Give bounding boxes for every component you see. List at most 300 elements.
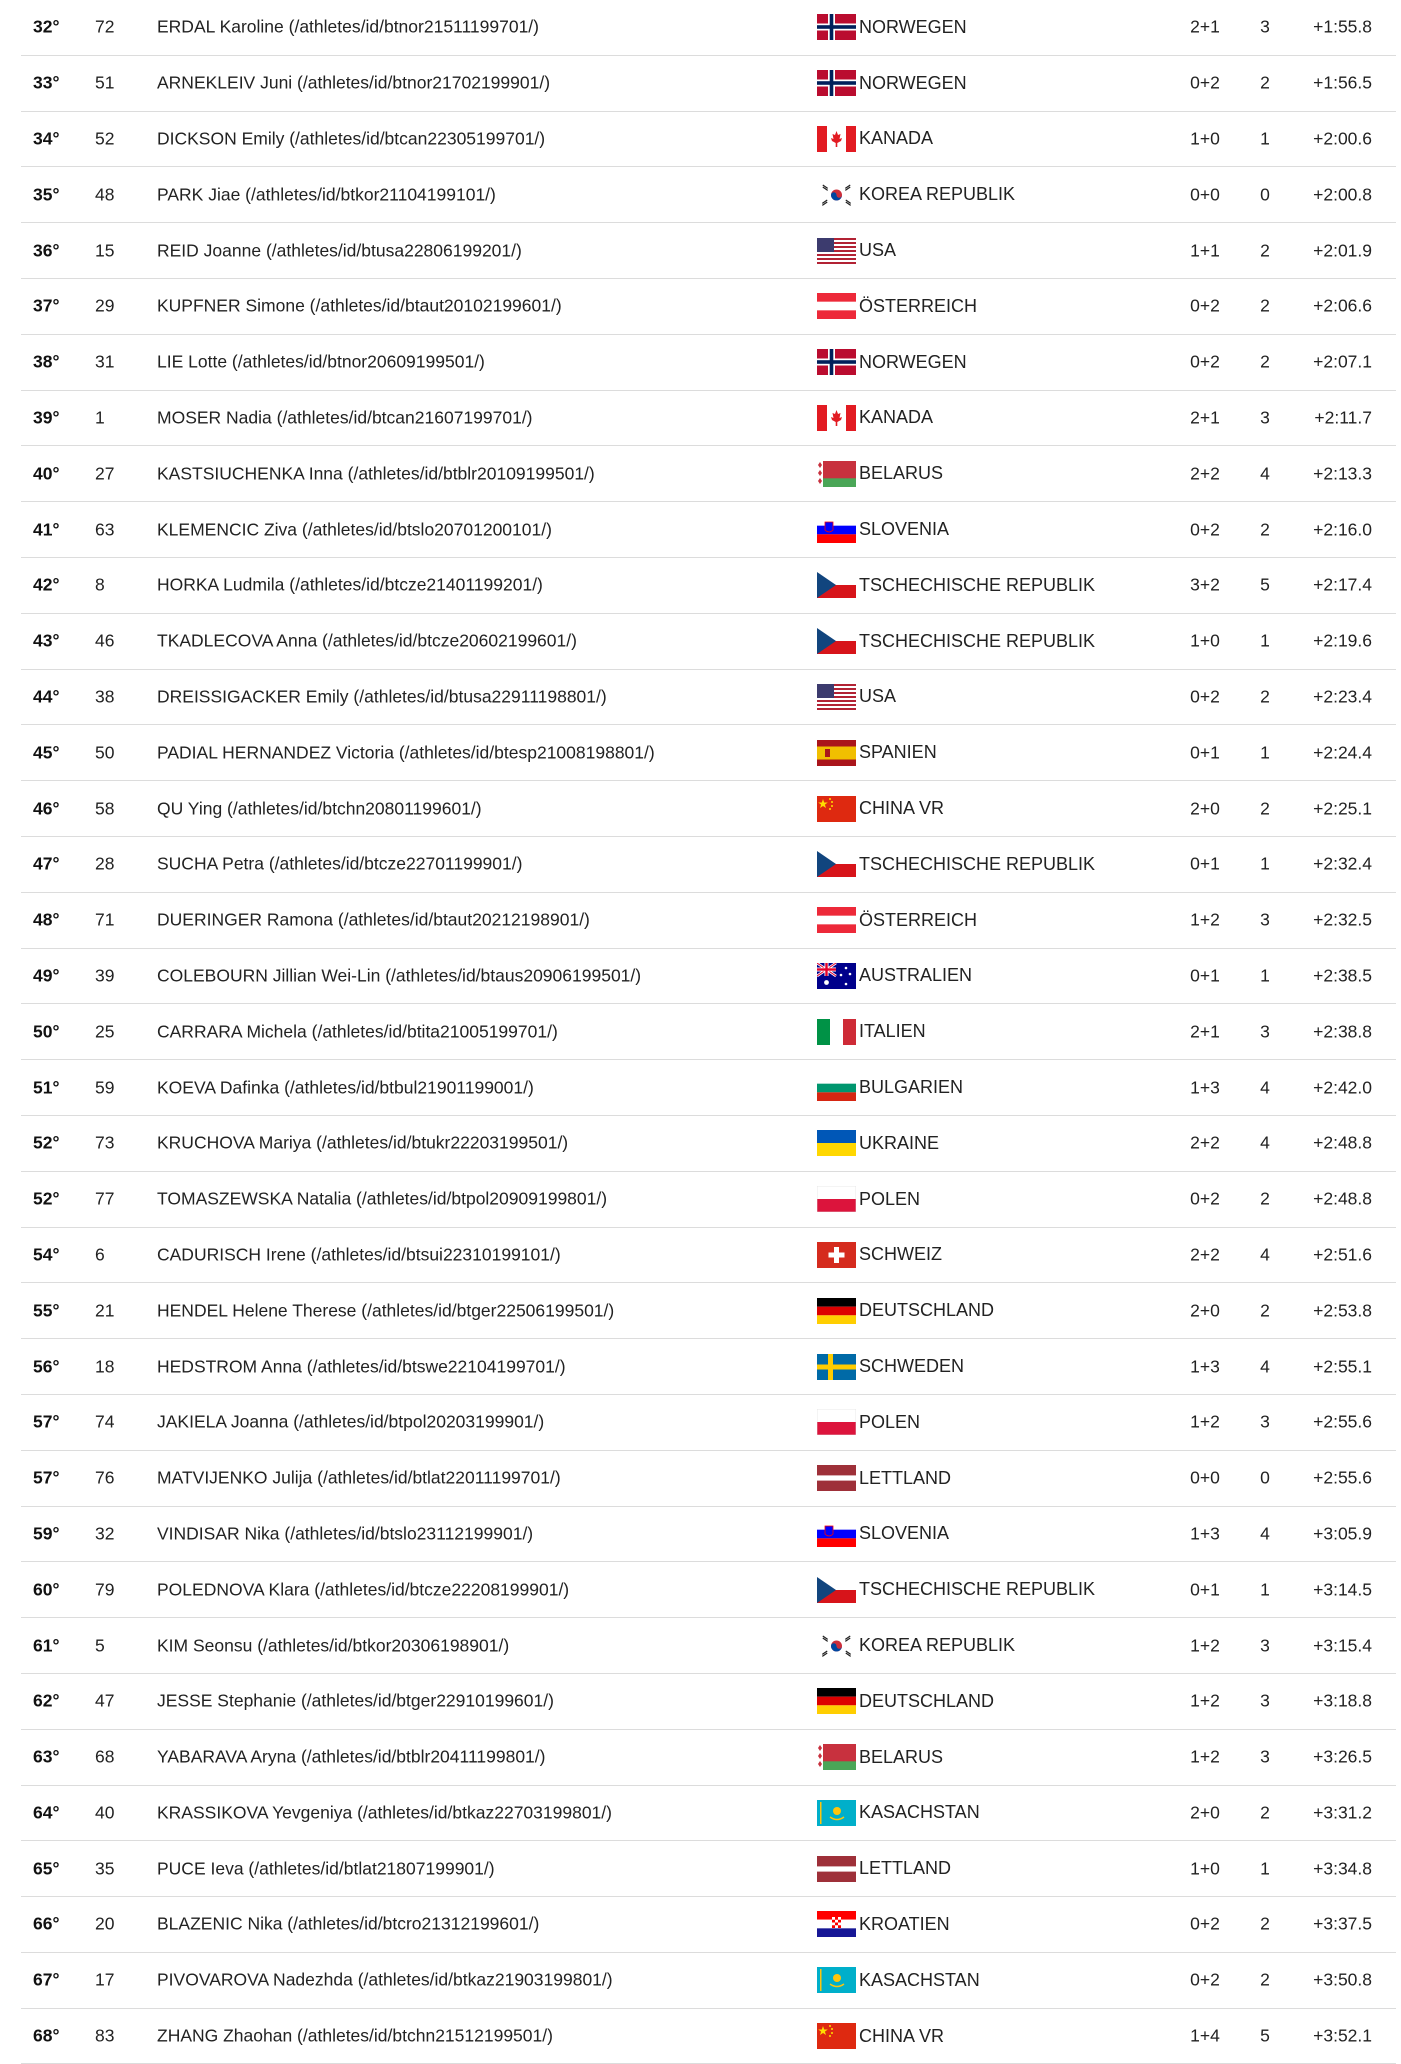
time-behind-cell: +2:48.8 (1313, 1188, 1372, 1209)
total-penalties-cell: 3 (1260, 1411, 1270, 1432)
nation-label: DEUTSCHLAND (859, 1690, 995, 1711)
athlete-name-link[interactable]: KOEVA Dafinka (/athletes/id/btbul21901199001/) (157, 1077, 534, 1098)
athlete-name-link[interactable]: KIM Seonsu (/athletes/id/btkor20306198901/) (157, 1635, 510, 1655)
time-behind-cell: +3:34.8 (1313, 1858, 1372, 1879)
table-row (21, 502, 1396, 558)
table-row (21, 558, 1396, 614)
nation-label: LETTLAND (859, 1467, 952, 1488)
table-row (21, 725, 1396, 781)
athlete-name-link[interactable]: CADURISCH Irene (/athletes/id/btsui22310199101/) (157, 1244, 561, 1265)
blr-flag-icon (817, 461, 856, 487)
athlete-name-link[interactable]: LIE Lotte (/athletes/id/btnor20609199501/) (157, 351, 485, 372)
cze-flag-icon (817, 851, 856, 877)
table-row (21, 1060, 1396, 1116)
bib-cell: 31 (95, 351, 115, 372)
total-penalties-cell: 4 (1260, 463, 1270, 484)
esp-flag-icon (817, 740, 856, 766)
athlete-name-link[interactable]: PUCE Ieva (/athletes/id/btlat21807199901/) (157, 1858, 495, 1879)
total-penalties-cell: 2 (1260, 72, 1270, 93)
time-behind-cell: +1:55.8 (1313, 16, 1372, 37)
nation-label: USA (859, 240, 897, 261)
table-row (21, 1507, 1396, 1563)
athlete-name-link[interactable]: JAKIELA Joanna (/athletes/id/btpol20203199901/) (157, 1411, 545, 1432)
athlete-name-link[interactable]: DREISSIGACKER Emily (/athletes/id/btusa22911198801/) (157, 686, 607, 707)
athlete-name-link[interactable]: YABARAVA Aryna (/athletes/id/btblr20411199801/) (157, 1746, 546, 1767)
table-row (21, 1228, 1396, 1284)
nation-label: ÖSTERREICH (859, 295, 978, 316)
table-row (21, 391, 1396, 447)
time-behind-cell: +3:37.5 (1313, 1913, 1372, 1934)
athlete-name-link[interactable]: TKADLECOVA Anna (/athletes/id/btcze20602199601/) (157, 630, 577, 651)
nation-cell (817, 349, 967, 375)
bib-cell: 73 (95, 1132, 115, 1153)
table-row (21, 949, 1396, 1005)
nation-cell (817, 1298, 994, 1324)
bib-cell: 39 (95, 965, 115, 986)
rank-cell: 40° (33, 463, 60, 484)
time-behind-cell: +2:51.6 (1313, 1244, 1372, 1265)
athlete-name-link[interactable]: ARNEKLEIV Juni (/athletes/id/btnor21702199901/) (157, 72, 551, 93)
time-behind-cell: +2:01.9 (1313, 240, 1372, 261)
total-penalties-cell: 1 (1260, 853, 1270, 874)
total-penalties-cell: 3 (1260, 909, 1270, 930)
total-penalties-cell: 4 (1260, 1356, 1270, 1377)
total-penalties-cell: 1 (1260, 630, 1270, 651)
can-flag-icon (817, 126, 856, 152)
penalties-cell: 0+2 (1190, 1913, 1220, 1934)
time-behind-cell: +2:55.6 (1313, 1467, 1372, 1488)
nation-label: SCHWEDEN (859, 1356, 965, 1377)
athlete-name-link[interactable]: ERDAL Karoline (/athletes/id/btnor21511199701/) (157, 16, 540, 37)
rank-cell: 65° (33, 1858, 60, 1879)
time-behind-cell: +2:24.4 (1313, 742, 1372, 763)
penalties-cell: 1+2 (1190, 909, 1220, 930)
total-penalties-cell: 2 (1260, 1300, 1270, 1321)
penalties-cell: 0+2 (1190, 1188, 1220, 1209)
time-behind-cell: +3:31.2 (1313, 1802, 1372, 1823)
table-row (21, 1562, 1396, 1618)
nation-cell (817, 517, 949, 543)
nation-label: SPANIEN (859, 742, 937, 763)
athlete-name-link[interactable]: VINDISAR Nika (/athletes/id/btslo23112199901/) (157, 1523, 534, 1544)
penalties-cell: 0+2 (1190, 72, 1220, 93)
penalties-cell: 1+1 (1190, 240, 1220, 261)
table-row (21, 1395, 1396, 1451)
total-penalties-cell: 2 (1260, 519, 1270, 540)
swe-flag-icon (817, 1354, 856, 1380)
time-behind-cell: +2:48.8 (1313, 1132, 1372, 1153)
nation-label: TSCHECHISCHE REPUBLIK (859, 574, 1096, 595)
nation-cell (817, 740, 937, 766)
nation-label: BULGARIEN (859, 1077, 964, 1098)
total-penalties-cell: 2 (1260, 1188, 1270, 1209)
rank-cell: 47° (33, 853, 60, 874)
penalties-cell: 0+2 (1190, 686, 1220, 707)
bib-cell: 5 (95, 1635, 105, 1655)
athlete-name-link[interactable]: PADIAL HERNANDEZ Victoria (/athletes/id/btesp21008198801/) (157, 742, 655, 763)
rank-cell: 46° (33, 798, 60, 819)
athlete-name-link[interactable]: MATVIJENKO Julija (/athletes/id/btlat22011199701/) (157, 1467, 561, 1488)
time-behind-cell: +2:55.1 (1313, 1356, 1372, 1377)
bib-cell: 6 (95, 1244, 105, 1265)
athlete-name-link[interactable]: KRASSIKOVA Yevgeniya (/athletes/id/btkaz22703199801/) (157, 1802, 612, 1823)
nation-label: TSCHECHISCHE REPUBLIK (859, 1579, 1096, 1600)
nation-label: ÖSTERREICH (859, 909, 978, 930)
nation-label: SLOVENIA (859, 519, 950, 540)
total-penalties-cell: 0 (1260, 184, 1270, 205)
table-row (21, 2009, 1396, 2064)
athlete-name-link[interactable]: HEDSTROM Anna (/athletes/id/btswe22104199701/) (157, 1356, 566, 1377)
nation-label: KASACHSTAN (859, 1969, 980, 1990)
bib-cell: 59 (95, 1077, 115, 1098)
penalties-cell: 0+2 (1190, 1969, 1220, 1990)
total-penalties-cell: 3 (1260, 1690, 1270, 1711)
penalties-cell: 2+0 (1190, 1802, 1220, 1823)
nation-cell (817, 1019, 926, 1045)
total-penalties-cell: 5 (1260, 2025, 1270, 2046)
penalties-cell: 1+2 (1190, 1746, 1220, 1767)
pol-flag-icon (817, 1409, 856, 1435)
table-row (21, 1730, 1396, 1786)
nation-label: BELARUS (859, 1746, 944, 1767)
table-row (21, 781, 1396, 837)
penalties-cell: 0+1 (1190, 1579, 1220, 1600)
nation-label: SCHWEIZ (859, 1244, 942, 1265)
time-behind-cell: +2:00.8 (1313, 184, 1372, 205)
bib-cell: 77 (95, 1188, 115, 1209)
penalties-cell: 0+1 (1190, 742, 1220, 763)
table-row (21, 167, 1396, 223)
total-penalties-cell: 2 (1260, 1913, 1270, 1934)
athlete-name-link[interactable]: DUERINGER Ramona (/athletes/id/btaut20212198901/) (157, 909, 590, 930)
penalties-cell: 2+2 (1190, 463, 1220, 484)
nor-flag-icon (817, 14, 856, 40)
nor-flag-icon (817, 70, 856, 96)
penalties-cell: 1+3 (1190, 1523, 1220, 1544)
time-behind-cell: +2:55.6 (1313, 1411, 1372, 1432)
time-behind-cell: +3:18.8 (1313, 1690, 1372, 1711)
time-behind-cell: +2:16.0 (1313, 519, 1372, 540)
cze-flag-icon (817, 572, 856, 598)
nation-cell (817, 405, 933, 431)
nation-label: NORWEGEN (859, 72, 967, 93)
nation-cell (817, 1409, 920, 1435)
bib-cell: 72 (95, 16, 115, 37)
nation-cell (817, 126, 933, 152)
table-row (21, 56, 1396, 112)
nation-label: AUSTRALIEN (859, 965, 973, 986)
time-behind-cell: +2:32.4 (1313, 853, 1372, 874)
penalties-cell: 2+1 (1190, 16, 1220, 37)
total-penalties-cell: 2 (1260, 798, 1270, 819)
penalties-cell: 1+0 (1190, 630, 1220, 651)
nation-label: NORWEGEN (859, 351, 967, 372)
penalties-cell: 0+1 (1190, 853, 1220, 874)
bib-cell: 8 (95, 574, 105, 595)
athlete-name-link[interactable]: PIVOVAROVA Nadezhda (/athletes/id/btkaz21903199801/) (157, 1969, 613, 1990)
table-row (21, 279, 1396, 335)
rank-cell: 51° (33, 1077, 60, 1098)
nation-cell (817, 461, 943, 487)
athlete-name-link[interactable]: CARRARA Michela (/athletes/id/btita21005199701/) (157, 1021, 558, 1042)
nation-cell (817, 293, 977, 319)
kaz-flag-icon (817, 1967, 856, 1993)
chn-flag-icon (817, 2023, 856, 2049)
table-row (21, 1953, 1396, 2009)
total-penalties-cell: 2 (1260, 351, 1270, 372)
aut-flag-icon (817, 293, 856, 319)
penalties-cell: 1+0 (1190, 128, 1220, 149)
nation-label: UKRAINE (859, 1132, 940, 1153)
penalties-cell: 0+2 (1190, 351, 1220, 372)
penalties-cell: 0+2 (1190, 295, 1220, 316)
ukr-flag-icon (817, 1130, 856, 1156)
penalties-cell: 1+3 (1190, 1077, 1220, 1098)
athlete-name-link[interactable]: KUPFNER Simone (/athletes/id/btaut20102199601/) (157, 295, 562, 316)
nation-cell (817, 70, 967, 96)
rank-cell: 57° (33, 1411, 60, 1432)
athlete-name-link[interactable]: KLEMENCIC Ziva (/athletes/id/btslo20701200101/) (157, 519, 552, 540)
rank-cell: 60° (33, 1579, 60, 1600)
nation-cell (817, 238, 896, 264)
rank-cell: 59° (33, 1523, 60, 1544)
athlete-name-link[interactable]: KRUCHOVA Mariya (/athletes/id/btukr22203199501/) (157, 1132, 569, 1153)
table-row (21, 1339, 1396, 1395)
bib-cell: 27 (95, 463, 115, 484)
nation-label: BELARUS (859, 463, 944, 484)
aus-flag-icon (817, 963, 856, 989)
rank-cell: 49° (33, 965, 60, 986)
time-behind-cell: +2:06.6 (1313, 295, 1372, 316)
athlete-name-link[interactable]: PARK Jiae (/athletes/id/btkor21104199101/) (157, 184, 496, 205)
table-row (21, 893, 1396, 949)
rank-cell: 42° (33, 574, 60, 595)
total-penalties-cell: 1 (1260, 742, 1270, 763)
table-row (21, 1172, 1396, 1228)
penalties-cell: 2+0 (1190, 798, 1220, 819)
nation-label: LETTLAND (859, 1858, 952, 1879)
time-behind-cell: +3:05.9 (1313, 1523, 1372, 1544)
bib-cell: 29 (95, 295, 115, 316)
time-behind-cell: +2:00.6 (1313, 128, 1372, 149)
cze-flag-icon (817, 628, 856, 654)
can-flag-icon (817, 405, 856, 431)
slo-flag-icon (817, 1521, 856, 1547)
bib-cell: 35 (95, 1858, 115, 1879)
bib-cell: 76 (95, 1467, 115, 1488)
rank-cell: 39° (33, 407, 60, 428)
table-row (21, 1897, 1396, 1953)
nation-cell (817, 1800, 980, 1826)
time-behind-cell: +2:19.6 (1313, 630, 1372, 651)
nation-cell (817, 1633, 1015, 1659)
nation-label: KROATIEN (859, 1913, 950, 1934)
penalties-cell: 2+0 (1190, 1300, 1220, 1321)
bib-cell: 20 (95, 1913, 115, 1934)
bib-cell: 48 (95, 184, 115, 205)
rank-cell: 67° (33, 1969, 60, 1990)
rank-cell: 62° (33, 1690, 60, 1711)
nation-cell (817, 1688, 994, 1714)
total-penalties-cell: 3 (1260, 1746, 1270, 1767)
rank-cell: 66° (33, 1913, 60, 1934)
bib-cell: 51 (95, 72, 115, 93)
pol-flag-icon (817, 1186, 856, 1212)
rank-cell: 32° (33, 16, 60, 37)
kor-flag-icon (817, 1633, 856, 1659)
lat-flag-icon (817, 1856, 856, 1882)
athlete-name-link[interactable]: JESSE Stephanie (/athletes/id/btger22910199601/) (157, 1690, 554, 1711)
athlete-name-link[interactable]: POLEDNOVA Klara (/athletes/id/btcze22208199901/) (157, 1579, 570, 1600)
table-row (21, 223, 1396, 279)
total-penalties-cell: 3 (1260, 1021, 1270, 1042)
table-row (21, 1004, 1396, 1060)
penalties-cell: 0+0 (1190, 1467, 1220, 1488)
rank-cell: 52° (33, 1188, 60, 1209)
bib-cell: 52 (95, 128, 115, 149)
kor-flag-icon (817, 182, 856, 208)
penalties-cell: 3+2 (1190, 574, 1220, 595)
time-behind-cell: +2:32.5 (1313, 909, 1372, 930)
time-behind-cell: +3:52.1 (1313, 2025, 1372, 2046)
slo-flag-icon (817, 517, 856, 543)
table-row (21, 1283, 1396, 1339)
time-behind-cell: +2:11.7 (1314, 407, 1372, 428)
nation-label: POLEN (859, 1188, 921, 1209)
ger-flag-icon (817, 1298, 856, 1324)
table-row (21, 1786, 1396, 1842)
penalties-cell: 0+2 (1190, 519, 1220, 540)
bib-cell: 71 (95, 909, 115, 930)
total-penalties-cell: 2 (1260, 686, 1270, 707)
time-behind-cell: +2:42.0 (1313, 1077, 1372, 1098)
bib-cell: 68 (95, 1746, 115, 1767)
table-row (21, 1116, 1396, 1172)
nation-cell (817, 1911, 950, 1937)
bib-cell: 1 (95, 407, 105, 428)
bib-cell: 17 (95, 1969, 115, 1990)
penalties-cell: 2+2 (1190, 1132, 1220, 1153)
time-behind-cell: +3:14.5 (1313, 1579, 1372, 1600)
table-row (21, 112, 1396, 168)
table-row (21, 335, 1396, 391)
time-behind-cell: +3:50.8 (1313, 1969, 1372, 1990)
penalties-cell: 1+0 (1190, 1858, 1220, 1879)
rank-cell: 37° (33, 295, 60, 316)
time-behind-cell: +2:13.3 (1313, 463, 1372, 484)
ger-flag-icon (817, 1688, 856, 1714)
athlete-name-link[interactable]: MOSER Nadia (/athletes/id/btcan21607199701/) (157, 407, 533, 428)
nation-cell (817, 796, 944, 822)
rank-cell: 41° (33, 519, 60, 540)
nation-label: KOREA REPUBLIK (859, 184, 1016, 205)
nation-label: CHINA VR (859, 2025, 945, 2046)
nation-label: POLEN (859, 1411, 921, 1432)
penalties-cell: 1+4 (1190, 2025, 1220, 2046)
athlete-name-link[interactable]: DICKSON Emily (/athletes/id/btcan22305199701/) (157, 128, 546, 149)
bib-cell: 32 (95, 1523, 115, 1544)
nation-label: KOREA REPUBLIK (859, 1635, 1016, 1655)
rank-cell: 44° (33, 686, 60, 707)
nation-cell (817, 2023, 944, 2049)
penalties-cell: 0+1 (1190, 965, 1220, 986)
lat-flag-icon (817, 1465, 856, 1491)
athlete-name-link[interactable]: BLAZENIC Nika (/athletes/id/btcro21312199601/) (157, 1913, 540, 1934)
total-penalties-cell: 4 (1260, 1132, 1270, 1153)
rank-cell: 48° (33, 909, 60, 930)
athlete-name-link[interactable]: QU Ying (/athletes/id/btchn20801199601/) (157, 798, 482, 819)
total-penalties-cell: 5 (1260, 574, 1270, 595)
usa-flag-icon (817, 684, 856, 710)
nation-label: ITALIEN (859, 1021, 926, 1042)
bib-cell: 15 (95, 240, 115, 261)
bib-cell: 74 (95, 1411, 115, 1432)
rank-cell: 57° (33, 1467, 60, 1488)
athlete-name-link[interactable]: SUCHA Petra (/athletes/id/btcze22701199901/) (157, 853, 523, 874)
table-row (21, 614, 1396, 670)
total-penalties-cell: 0 (1260, 1467, 1270, 1488)
penalties-cell: 0+0 (1190, 184, 1220, 205)
time-behind-cell: +2:53.8 (1313, 1300, 1372, 1321)
nation-label: CHINA VR (859, 798, 945, 819)
rank-cell: 54° (33, 1244, 60, 1265)
time-behind-cell: +2:17.4 (1313, 574, 1372, 595)
athlete-name-link[interactable]: REID Joanne (/athletes/id/btusa22806199201/) (157, 240, 522, 261)
total-penalties-cell: 4 (1260, 1077, 1270, 1098)
rank-cell: 35° (33, 184, 60, 205)
chn-flag-icon (817, 796, 856, 822)
athlete-name-link[interactable]: KASTSIUCHENKA Inna (/athletes/id/btblr20109199501/) (157, 463, 595, 484)
rank-cell: 68° (33, 2025, 60, 2046)
nation-label: TSCHECHISCHE REPUBLIK (859, 853, 1096, 874)
nor-flag-icon (817, 349, 856, 375)
nation-label: TSCHECHISCHE REPUBLIK (859, 630, 1096, 651)
nation-cell (817, 1856, 951, 1882)
bul-flag-icon (817, 1075, 856, 1101)
athlete-name-link[interactable]: COLEBOURN Jillian Wei-Lin (/athletes/id/btaus20906199501/) (157, 965, 642, 986)
table-row (21, 837, 1396, 893)
rank-cell: 56° (33, 1356, 60, 1377)
total-penalties-cell: 1 (1260, 1579, 1270, 1600)
bib-cell: 63 (95, 519, 115, 540)
time-behind-cell: +2:25.1 (1313, 798, 1372, 819)
usa-flag-icon (817, 238, 856, 264)
ita-flag-icon (817, 1019, 856, 1045)
athlete-name-link[interactable]: TOMASZEWSKA Natalia (/athletes/id/btpol20909199801/) (157, 1188, 608, 1209)
bib-cell: 58 (95, 798, 115, 819)
nation-cell (817, 1186, 920, 1212)
nation-label: DEUTSCHLAND (859, 1300, 995, 1321)
time-behind-cell: +2:07.1 (1313, 351, 1372, 372)
kaz-flag-icon (817, 1800, 856, 1826)
bib-cell: 79 (95, 1579, 115, 1600)
athlete-name-link[interactable]: ZHANG Zhaohan (/athletes/id/btchn21512199501/) (157, 2025, 553, 2046)
bib-cell: 21 (95, 1300, 115, 1321)
aut-flag-icon (817, 907, 856, 933)
rank-cell: 34° (33, 128, 60, 149)
cze-flag-icon (817, 1577, 856, 1603)
athlete-name-link[interactable]: HENDEL Helene Therese (/athletes/id/btger22506199501/) (157, 1300, 615, 1321)
penalties-cell: 2+1 (1190, 407, 1220, 428)
total-penalties-cell: 1 (1260, 1858, 1270, 1879)
bib-cell: 50 (95, 742, 115, 763)
rank-cell: 43° (33, 630, 60, 651)
nation-label: USA (859, 686, 897, 707)
rank-cell: 33° (33, 72, 60, 93)
athlete-name-link[interactable]: HORKA Ludmila (/athletes/id/btcze21401199201/) (157, 574, 543, 595)
time-behind-cell: +1:56.5 (1313, 72, 1372, 93)
nation-cell (817, 1744, 943, 1770)
